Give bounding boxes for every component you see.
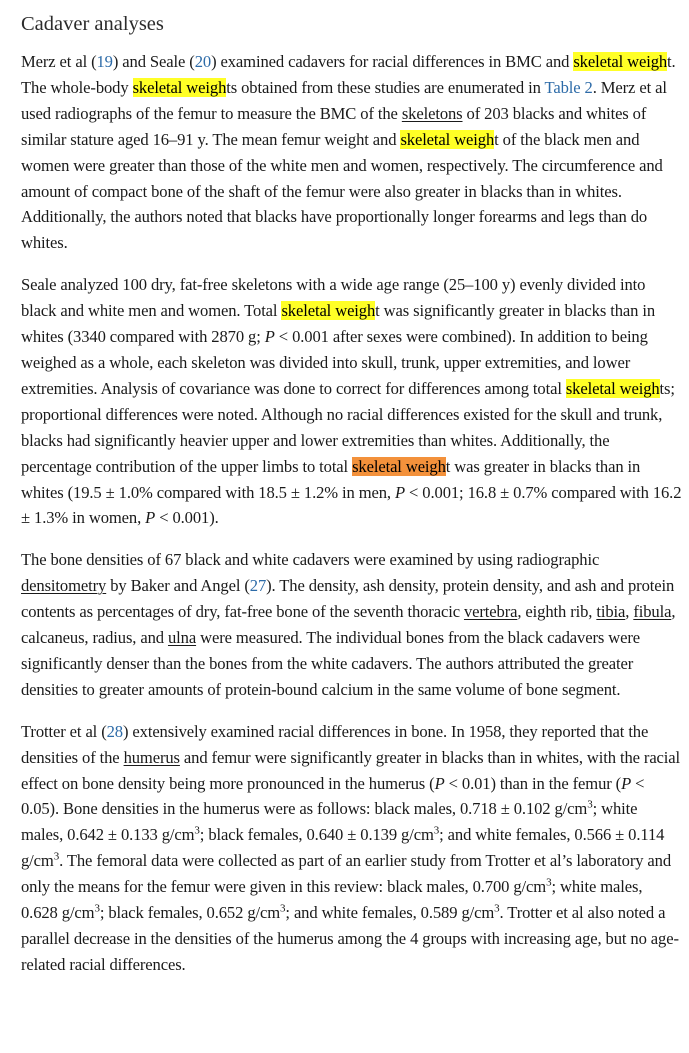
glossary-link-tibia[interactable]: tibia bbox=[596, 602, 626, 622]
glossary-link-humerus[interactable]: humerus bbox=[123, 747, 180, 767]
search-highlight: skeletal weigh bbox=[400, 129, 495, 149]
paragraph-trotter: Trotter et al (28) extensively examined racial differences in bone. In 1958, they reported that the densities of the humerus and femur were significantly greater in blacks than in whites, with the racial effect on bone density being more pronounced in the humerus (P < 0.01) than in the femur (P < 0.05). Bone densities in the humerus were as follows: black males, 0.718 ± 0.102 $g/cm^3$; white males, 0.642 ± 0.133 $g/cm^3$; black females, 0.640 ± 0.139 $g/cm^3$; and white females, 0.566 ± 0.114 $g/cm^3$. The femoral data were collected as part of an earlier study from Trotter et al’s laboratory and only the means for the femur were given in this review: black males, 0.700 $g/cm^3$; white males, 0.628 $g/cm^3$; black females, 0.652 $g/cm^3$; and white females, 0.589 $g/cm^3$. Trotter et al also noted a parallel decrease in the densities of the humerus among the 4 groups with increasing age, but no age-related racial differences. bbox=[21, 721, 681, 974]
section-heading: Cadaver analyses bbox=[21, 13, 164, 35]
search-highlight: skeletal weigh bbox=[565, 378, 660, 398]
paragraph-seale: Seale analyzed 100 dry, fat-free skeletons with a wide age range (25–100 y) evenly divided into black and white men and women. Total skeletal weight was significantly greater in blacks than in whites (3340 compared with 2870 g; P < 0.001 after sexes were combined). In addition to being weighed as a whole, each skeleton was divided into skull, trunk, upper extremities, and lower extremities. Analysis of covariance was done to correct for differences among total skeletal weights; proportional differences were noted. Although no racial differences existed for the skull and trunk, blacks had significantly heavier upper and lower extremities than whites. Additionally, the percentage contribution of the upper limbs to total skeletal weight was greater in blacks than in whites (19.5 ± 1.0% compared with 18.5 ± 1.2% in men, P < 0.001; 16.8 ± 0.7% compared with 16.2 ± 1.3% in women, P < 0.001). bbox=[21, 275, 682, 528]
search-highlight: skeletal weigh bbox=[132, 77, 227, 97]
glossary-link-skeletons[interactable]: skeletons bbox=[401, 103, 463, 123]
glossary-link-ulna[interactable]: ulna bbox=[167, 628, 197, 648]
glossary-link-vertebra[interactable]: vertebra bbox=[463, 602, 518, 622]
search-highlight: skeletal weigh bbox=[573, 52, 668, 71]
table-2-link[interactable]: Table 2 bbox=[544, 77, 593, 97]
reference-link-19[interactable]: 19 bbox=[96, 52, 113, 71]
reference-link-28[interactable]: 28 bbox=[106, 721, 123, 741]
reference-link-27[interactable]: 27 bbox=[249, 576, 267, 596]
article-section bbox=[21, 10, 683, 994]
search-highlight: skeletal weigh bbox=[281, 301, 376, 321]
reference-link-20[interactable]: 20 bbox=[194, 52, 212, 71]
paragraph-merz-seale: Merz et al (19) and Seale (20) examined cadavers for racial differences in BMC and skeletal weight. The whole-body skeletal weights obtained from these studies are enumerated in Table 2. Merz et al used radiographs of the femur to measure the BMC of the skeletons of 203 blacks and whites of similar stature aged 16–91 y. The mean femur weight and skeletal weight of the black men and women were greater than those of the white men and women, respectively. The circumference and amount of compact bone of the shaft of the femur were also greater in blacks than in whites. Additionally, the authors noted that blacks have proportionally longer forearms and legs than do whites. bbox=[21, 52, 676, 253]
glossary-link-densitometry[interactable]: densitometry bbox=[21, 576, 107, 596]
glossary-link-fibula[interactable]: fibula bbox=[633, 602, 672, 622]
paragraph-baker-angel: The bone densities of 67 black and white cadavers were examined by using radiographic densitometry by Baker and Angel (27). The density, ash density, protein density, and ash and protein contents as percentages of dry, fat-free bone of the seventh thoracic vertebra, eighth rib, tibia, fibula, calcaneus, radius, and ulna were measured. The individual bones from the black cadavers were significantly denser than the bones from the white cadavers. The authors attributed the greater densities to greater amounts of protein-bound calcium in the same volume of bone segment. bbox=[21, 550, 676, 699]
search-highlight-current: skeletal weigh bbox=[352, 456, 446, 476]
